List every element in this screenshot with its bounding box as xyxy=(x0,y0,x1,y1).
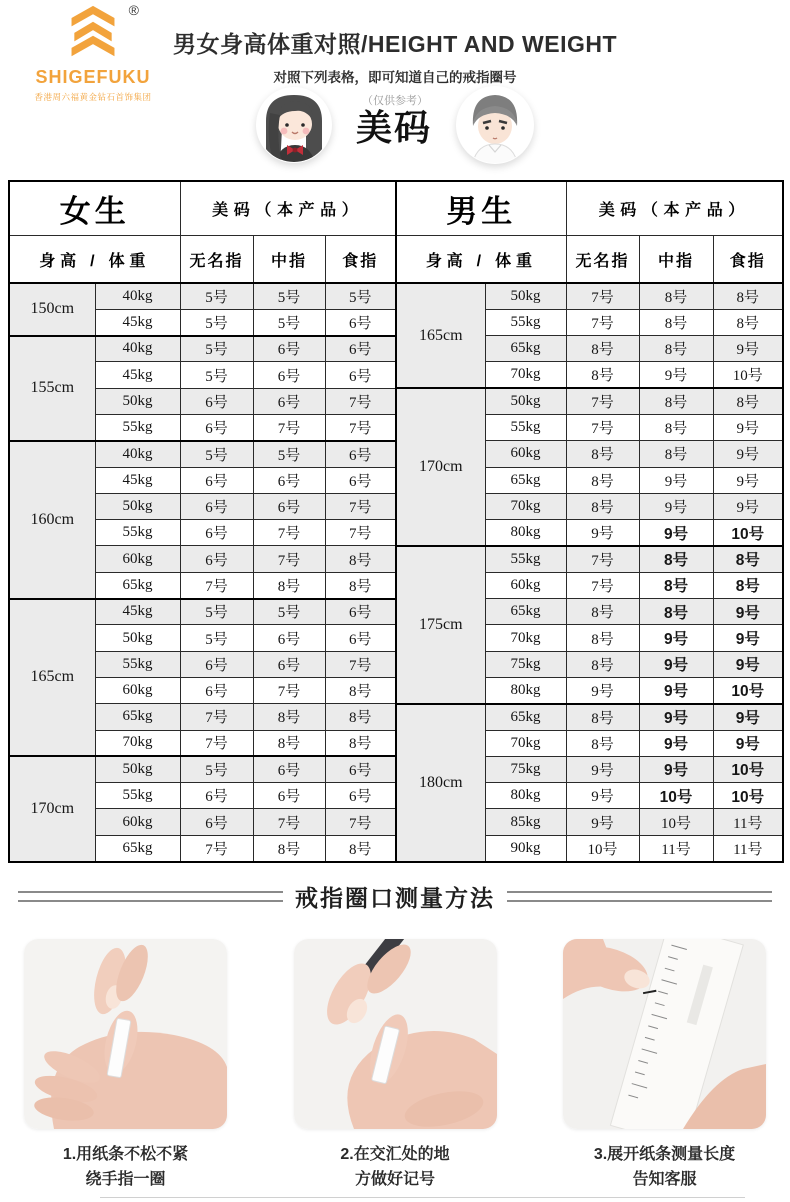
weight-cell: 65kg xyxy=(485,467,566,493)
height-cell: 170cm xyxy=(396,388,485,546)
step2-line1: 2.在交汇处的地 xyxy=(340,1146,450,1163)
ring-size-cell: 6号 xyxy=(253,651,325,677)
ring-size-cell: 10号 xyxy=(713,520,783,546)
weight-cell: 50kg xyxy=(95,625,180,651)
ring-size-cell: 7号 xyxy=(180,835,253,861)
weight-cell: 55kg xyxy=(485,546,566,572)
double-rule-right xyxy=(507,891,772,902)
ring-size-cell: 6号 xyxy=(325,336,396,362)
ring-size-cell: 6号 xyxy=(180,520,253,546)
height-weight-header: 身高 / 体重 xyxy=(396,236,566,284)
ring-size-cell: 8号 xyxy=(713,388,783,414)
height-cell: 175cm xyxy=(396,546,485,704)
ring-size-cell: 10号 xyxy=(566,835,639,861)
ring-size-cell: 7号 xyxy=(566,572,639,598)
finger-header: 食指 xyxy=(713,236,783,284)
weight-cell: 65kg xyxy=(95,835,180,861)
ring-size-cell: 9号 xyxy=(639,756,713,782)
ring-size-cell: 6号 xyxy=(253,493,325,519)
weight-cell: 70kg xyxy=(485,730,566,756)
ring-size-cell: 9号 xyxy=(713,730,783,756)
ring-size-cell: 9号 xyxy=(639,730,713,756)
ring-size-cell: 8号 xyxy=(639,283,713,309)
ring-size-cell: 10号 xyxy=(713,362,783,388)
ring-size-cell: 8号 xyxy=(566,336,639,362)
ring-size-cell: 7号 xyxy=(253,520,325,546)
finger-header: 中指 xyxy=(253,236,325,284)
ring-size-cell: 9号 xyxy=(639,493,713,519)
weight-cell: 50kg xyxy=(95,756,180,782)
weight-cell: 40kg xyxy=(95,336,180,362)
height-weight-header: 身高 / 体重 xyxy=(9,236,180,284)
measure-section-title: 戒指圈口测量方法 xyxy=(295,885,495,911)
page-subtitle: 对照下列表格，即可知道自己的戒指圈号 xyxy=(273,70,517,85)
ring-size-cell: 8号 xyxy=(325,572,396,598)
weight-cell: 70kg xyxy=(485,362,566,388)
weight-cell: 65kg xyxy=(485,599,566,625)
step-caption-2 xyxy=(294,1143,497,1193)
weight-cell: 75kg xyxy=(485,756,566,782)
height-cell: 155cm xyxy=(9,336,95,441)
weight-cell: 60kg xyxy=(485,441,566,467)
ring-size-cell: 8号 xyxy=(639,546,713,572)
weight-cell: 80kg xyxy=(485,783,566,809)
ring-size-cell: 5号 xyxy=(180,309,253,335)
ring-size-cell: 9号 xyxy=(713,493,783,519)
ring-size-cell: 9号 xyxy=(713,441,783,467)
ring-size-cell: 7号 xyxy=(180,572,253,598)
ring-size-cell: 7号 xyxy=(325,651,396,677)
ring-size-cell: 7号 xyxy=(566,309,639,335)
ring-size-cell: 9号 xyxy=(713,599,783,625)
ring-size-cell: 7号 xyxy=(253,414,325,440)
ring-size-cell: 8号 xyxy=(566,467,639,493)
ring-size-cell: 6号 xyxy=(180,651,253,677)
ring-size-cell: 5号 xyxy=(180,362,253,388)
weight-cell: 85kg xyxy=(485,809,566,835)
weight-cell: 55kg xyxy=(95,651,180,677)
ring-size-cell: 8号 xyxy=(639,309,713,335)
height-cell: 150cm xyxy=(9,283,95,336)
weight-cell: 80kg xyxy=(485,520,566,546)
ring-size-cell: 5号 xyxy=(180,441,253,467)
ring-size-cell: 9号 xyxy=(639,467,713,493)
ring-size-cell: 6号 xyxy=(325,309,396,335)
gender-header: 女生 xyxy=(9,181,180,236)
weight-cell: 70kg xyxy=(485,625,566,651)
weight-cell: 45kg xyxy=(95,467,180,493)
ring-size-cell: 7号 xyxy=(325,388,396,414)
ring-size-cell: 6号 xyxy=(325,362,396,388)
weight-cell: 50kg xyxy=(485,388,566,414)
avatar-row xyxy=(0,86,790,164)
reference-note: （仅供参考） xyxy=(362,95,428,107)
ring-size-cell: 6号 xyxy=(180,546,253,572)
bottom-divider xyxy=(100,1197,745,1198)
ring-size-cell: 6号 xyxy=(253,625,325,651)
ring-size-cell: 6号 xyxy=(325,599,396,625)
ring-size-cell: 7号 xyxy=(566,546,639,572)
ring-size-cell: 8号 xyxy=(566,730,639,756)
gender-header: 男生 xyxy=(396,181,566,236)
ring-size-cell: 8号 xyxy=(639,388,713,414)
ring-size-cell: 7号 xyxy=(566,388,639,414)
step2-line2: 方做好记号 xyxy=(354,1170,435,1188)
weight-cell: 45kg xyxy=(95,599,180,625)
ring-size-cell: 9号 xyxy=(639,625,713,651)
brand-name: SHIGEFUKU xyxy=(35,67,151,87)
ring-size-cell: 7号 xyxy=(180,704,253,730)
ring-size-cell: 6号 xyxy=(325,441,396,467)
finger-header: 中指 xyxy=(639,236,713,284)
step-photo-ruler xyxy=(563,939,766,1129)
weight-cell: 60kg xyxy=(95,809,180,835)
size-table-body xyxy=(9,283,783,862)
step-caption-3 xyxy=(563,1143,766,1193)
ring-size-cell: 5号 xyxy=(180,283,253,309)
step1-line2: 绕手指一圈 xyxy=(85,1170,166,1188)
weight-cell: 70kg xyxy=(95,730,180,756)
measure-section xyxy=(0,880,790,1193)
ring-size-cell: 6号 xyxy=(180,783,253,809)
ring-size-cell: 8号 xyxy=(639,572,713,598)
height-cell: 180cm xyxy=(396,704,485,862)
ring-size-cell: 6号 xyxy=(180,467,253,493)
ring-size-cell: 6号 xyxy=(180,809,253,835)
step3-line2: 告知客服 xyxy=(632,1170,697,1188)
finger-header: 食指 xyxy=(325,236,396,284)
ring-size-cell: 8号 xyxy=(325,835,396,861)
height-cell: 165cm xyxy=(9,599,95,757)
ring-size-cell: 7号 xyxy=(325,493,396,519)
ring-size-cell: 5号 xyxy=(180,336,253,362)
weight-cell: 60kg xyxy=(95,677,180,703)
ring-size-cell: 8号 xyxy=(325,730,396,756)
ring-size-cell: 7号 xyxy=(253,677,325,703)
ring-size-cell: 7号 xyxy=(325,520,396,546)
ring-size-cell: 5号 xyxy=(253,283,325,309)
weight-cell: 90kg xyxy=(485,835,566,861)
ring-size-cell: 7号 xyxy=(566,414,639,440)
ring-size-cell: 6号 xyxy=(253,336,325,362)
height-cell: 165cm xyxy=(396,283,485,388)
weight-cell: 45kg xyxy=(95,309,180,335)
ring-size-cell: 8号 xyxy=(566,625,639,651)
step-photo-mark-pen xyxy=(294,939,497,1129)
ring-size-cell: 6号 xyxy=(180,414,253,440)
size-system-label: 美码 xyxy=(355,106,432,148)
ring-size-cell: 8号 xyxy=(713,283,783,309)
ring-size-cell: 6号 xyxy=(253,756,325,782)
ring-size-cell: 8号 xyxy=(639,414,713,440)
ring-size-cell: 11号 xyxy=(639,835,713,861)
ring-size-cell: 9号 xyxy=(639,704,713,730)
ring-size-cell: 10号 xyxy=(639,783,713,809)
ring-size-cell: 8号 xyxy=(713,572,783,598)
ring-size-cell: 8号 xyxy=(566,704,639,730)
measure-step-captions xyxy=(0,1143,790,1193)
weight-cell: 55kg xyxy=(485,309,566,335)
ring-size-cell: 5号 xyxy=(180,756,253,782)
weight-cell: 55kg xyxy=(95,520,180,546)
weight-cell: 65kg xyxy=(485,336,566,362)
ring-size-cell: 8号 xyxy=(566,493,639,519)
ring-size-cell: 8号 xyxy=(325,546,396,572)
size-table xyxy=(8,180,784,863)
ring-size-cell: 5号 xyxy=(253,599,325,625)
ring-size-cell: 10号 xyxy=(713,756,783,782)
male-avatar xyxy=(456,86,534,164)
ring-size-cell: 9号 xyxy=(713,625,783,651)
step-photo-wrap-strip xyxy=(24,939,227,1129)
weight-cell: 60kg xyxy=(485,572,566,598)
ring-size-cell: 6号 xyxy=(180,493,253,519)
step1-line1: 1.用纸条不松不紧 xyxy=(62,1146,189,1163)
step-caption-1 xyxy=(24,1143,227,1193)
ring-size-cell: 8号 xyxy=(253,704,325,730)
weight-cell: 50kg xyxy=(95,388,180,414)
ring-size-cell: 8号 xyxy=(639,441,713,467)
ring-size-cell: 7号 xyxy=(325,809,396,835)
ring-size-cell: 8号 xyxy=(566,599,639,625)
ring-size-cell: 10号 xyxy=(639,809,713,835)
size-system-header: 美码（本产品） xyxy=(180,181,396,236)
weight-cell: 55kg xyxy=(485,414,566,440)
ring-size-cell: 9号 xyxy=(639,520,713,546)
ring-size-cell: 6号 xyxy=(253,362,325,388)
ring-size-cell: 10号 xyxy=(713,677,783,703)
ring-size-cell: 9号 xyxy=(713,467,783,493)
ring-size-cell: 5号 xyxy=(180,625,253,651)
ring-size-cell: 8号 xyxy=(639,599,713,625)
ring-size-cell: 8号 xyxy=(566,362,639,388)
ring-size-cell: 9号 xyxy=(639,677,713,703)
weight-cell: 40kg xyxy=(95,283,180,309)
weight-cell: 55kg xyxy=(95,783,180,809)
ring-size-cell: 9号 xyxy=(566,677,639,703)
ring-size-cell: 7号 xyxy=(253,809,325,835)
ring-size-cell: 5号 xyxy=(325,283,396,309)
ring-size-cell: 9号 xyxy=(639,362,713,388)
brand-tagline: 香港周六福黄金钻石首饰集团 xyxy=(34,92,152,102)
ring-size-cell: 5号 xyxy=(180,599,253,625)
finger-header: 无名指 xyxy=(566,236,639,284)
finger-header: 无名指 xyxy=(180,236,253,284)
weight-cell: 40kg xyxy=(95,441,180,467)
ring-size-cell: 8号 xyxy=(566,441,639,467)
ring-size-cell: 6号 xyxy=(253,783,325,809)
ring-size-cell: 8号 xyxy=(325,677,396,703)
double-rule-left xyxy=(18,891,283,902)
ring-size-cell: 6号 xyxy=(325,467,396,493)
ring-size-cell: 9号 xyxy=(713,336,783,362)
ring-size-cell: 11号 xyxy=(713,809,783,835)
ring-size-cell: 5号 xyxy=(253,441,325,467)
size-table-head xyxy=(9,181,783,283)
ring-size-cell: 6号 xyxy=(325,625,396,651)
ring-size-cell: 8号 xyxy=(325,704,396,730)
ring-size-cell: 6号 xyxy=(325,756,396,782)
ring-size-cell: 6号 xyxy=(180,677,253,703)
female-avatar xyxy=(256,87,332,163)
ring-size-cell: 9号 xyxy=(713,414,783,440)
ring-size-cell: 9号 xyxy=(566,783,639,809)
ring-size-cell: 7号 xyxy=(325,414,396,440)
ring-size-cell: 8号 xyxy=(253,730,325,756)
ring-size-cell: 9号 xyxy=(566,809,639,835)
ring-size-cell: 5号 xyxy=(253,309,325,335)
weight-cell: 75kg xyxy=(485,651,566,677)
registered-mark: ® xyxy=(128,2,139,18)
height-cell: 170cm xyxy=(9,756,95,861)
ring-size-cell: 7号 xyxy=(180,730,253,756)
page-title: 男女身高体重对照/HEIGHT AND WEIGHT xyxy=(172,31,618,57)
weight-cell: 80kg xyxy=(485,677,566,703)
ring-size-cell: 8号 xyxy=(253,572,325,598)
ring-size-cell: 9号 xyxy=(566,756,639,782)
step3-line1: 3.展开纸条测量长度 xyxy=(593,1146,736,1163)
ring-size-cell: 8号 xyxy=(566,651,639,677)
ring-size-cell: 9号 xyxy=(713,704,783,730)
ring-size-cell: 11号 xyxy=(713,835,783,861)
ring-size-cell: 9号 xyxy=(713,651,783,677)
ring-size-cell: 7号 xyxy=(566,283,639,309)
height-cell: 160cm xyxy=(9,441,95,599)
ring-size-cell: 7号 xyxy=(253,546,325,572)
weight-cell: 65kg xyxy=(95,704,180,730)
weight-cell: 55kg xyxy=(95,414,180,440)
ring-size-cell: 10号 xyxy=(713,783,783,809)
ring-size-cell: 6号 xyxy=(180,388,253,414)
weight-cell: 65kg xyxy=(485,704,566,730)
weight-cell: 50kg xyxy=(485,283,566,309)
measure-step-photos xyxy=(0,939,790,1129)
ring-size-cell: 8号 xyxy=(713,546,783,572)
weight-cell: 65kg xyxy=(95,572,180,598)
weight-cell: 50kg xyxy=(95,493,180,519)
ring-size-cell: 9号 xyxy=(639,651,713,677)
ring-size-cell: 6号 xyxy=(253,467,325,493)
size-system-header: 美码（本产品） xyxy=(566,181,783,236)
weight-cell: 45kg xyxy=(95,362,180,388)
ring-size-cell: 9号 xyxy=(566,520,639,546)
ring-size-cell: 8号 xyxy=(639,336,713,362)
ring-size-cell: 8号 xyxy=(253,835,325,861)
weight-cell: 60kg xyxy=(95,546,180,572)
weight-cell: 70kg xyxy=(485,493,566,519)
ring-size-cell: 8号 xyxy=(713,309,783,335)
ring-size-cell: 6号 xyxy=(253,388,325,414)
ring-size-cell: 6号 xyxy=(325,783,396,809)
